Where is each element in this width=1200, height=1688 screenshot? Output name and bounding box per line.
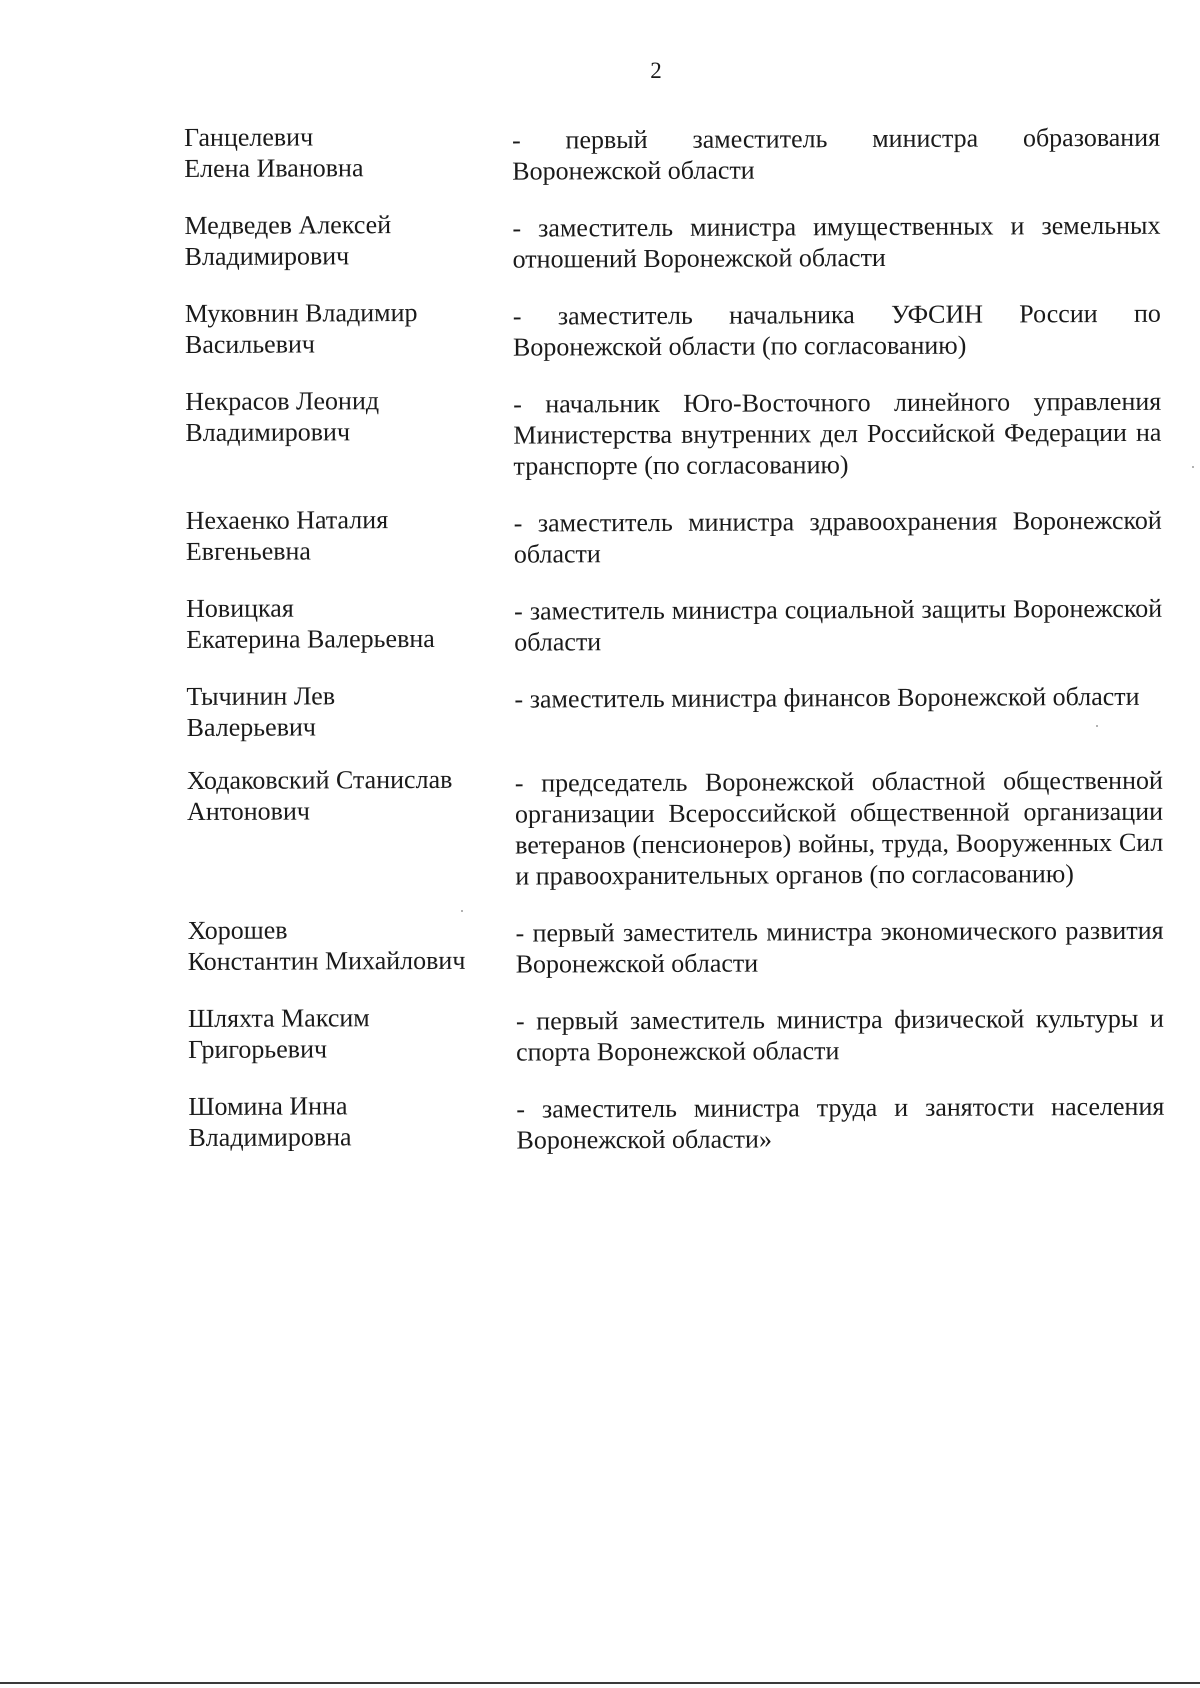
member-position: - заместитель начальника УФСИН России по Воронежской области (по согласованию) [512, 298, 1161, 362]
member-row [186, 501, 1162, 571]
member-row [185, 382, 1161, 483]
member-position: - первый заместитель министра образования Воронежской области [512, 122, 1161, 186]
member-row [184, 206, 1160, 276]
scan-speck [1096, 725, 1098, 727]
member-position: - заместитель министра здравоохранения Воронежской области [513, 505, 1162, 569]
member-name: Новицкая Екатерина Валерьевна [186, 593, 435, 654]
member-name: Муковнин Владимир Васильевич [184, 297, 418, 359]
scan-speck [461, 910, 463, 912]
member-position: - заместитель министра социальной защиты Воронежской области [514, 593, 1163, 657]
member-position: - председатель Воронежской областной общественной организации Всероссийской общественной организации ветеранов (пенсионеров) войны, труда, Вооруженных Сил и правоохранительных органов (по согласованию) [514, 765, 1164, 891]
member-position: - заместитель министра финансов Воронежской области [514, 681, 1140, 714]
member-name: Нехаенко Наталия Евгеньевна [185, 505, 389, 566]
member-name: Медведев Алексей Владимирович [184, 210, 392, 271]
member-position: - заместитель министра труда и занятости населения Воронежской области» [516, 1091, 1165, 1155]
member-row [188, 1087, 1164, 1157]
scan-speck [1192, 466, 1194, 468]
member-name: Шляхта Максим Григорьевич [187, 1003, 370, 1064]
page-number: 2 [650, 58, 662, 83]
member-position: - первый заместитель министра физической культуры и спорта Воронежской области [515, 1003, 1164, 1067]
member-name: Ходаковский Станислав Антонович [186, 764, 453, 826]
bottom-rule [0, 1682, 1200, 1684]
member-name: Некрасов Леонид Владимирович [185, 386, 380, 447]
member-row [186, 589, 1162, 659]
member-position: - начальник Юго-Восточного линейного управления Министерства внутренних дел Российской Федерации на транспорте (по согласованию) [513, 386, 1162, 481]
member-row [187, 911, 1163, 981]
member-name: Шомина Инна Владимировна [188, 1091, 352, 1152]
member-position: - первый заместитель министра экономического развития Воронежской области [515, 915, 1164, 979]
member-row [184, 118, 1160, 188]
member-row [187, 761, 1164, 893]
member-row [185, 294, 1161, 364]
member-row [188, 999, 1164, 1069]
member-name: Тычинин Лев Валерьевич [186, 681, 336, 742]
member-position: - заместитель министра имущественных и земельных отношений Воронежской области [512, 210, 1161, 274]
member-name: Ганцелевич Елена Ивановна [184, 122, 364, 183]
member-row [186, 677, 1162, 743]
members-list [184, 118, 1165, 1179]
member-name: Хорошев Константин Михайлович [187, 915, 466, 976]
